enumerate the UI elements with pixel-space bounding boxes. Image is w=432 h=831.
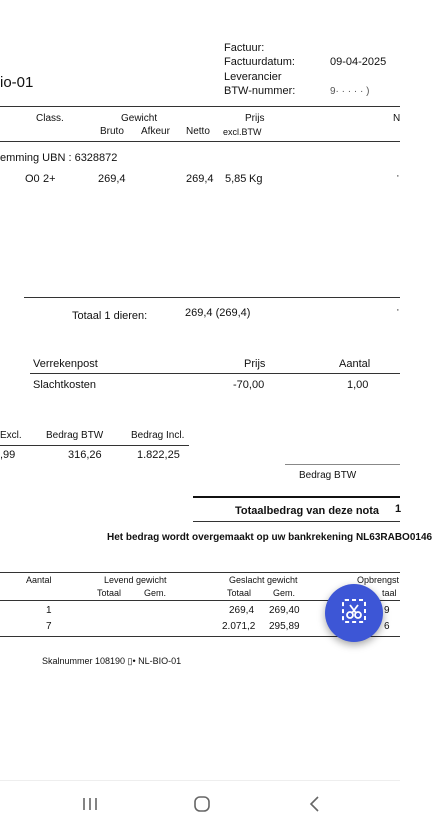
summary-row-aantal: 1 bbox=[46, 605, 52, 616]
summary-row-gem: 269,40 bbox=[269, 605, 300, 616]
verrekenpost-row-name: Slachtkosten bbox=[33, 379, 96, 391]
item-bruto: 269,4 bbox=[98, 173, 126, 185]
scissors-screenshot-icon bbox=[340, 597, 368, 630]
item-unit: Kg bbox=[249, 173, 263, 185]
item-netto: 269,4 bbox=[186, 173, 214, 185]
summary-btw-label: Bedrag BTW bbox=[299, 470, 357, 481]
verrekenpost-row-aantal: 1,00 bbox=[347, 379, 369, 391]
btw-bedrag-header: Bedrag BTW bbox=[46, 430, 104, 441]
col-class: Class. bbox=[36, 113, 64, 124]
col-no: N bbox=[393, 113, 401, 124]
btw-excl-value: ,99 bbox=[0, 449, 16, 461]
item-prijs: 5,85 bbox=[225, 173, 247, 185]
summary-aantal-header: Aantal bbox=[26, 575, 52, 585]
summary-row-gem: 295,89 bbox=[269, 621, 300, 632]
verrekenpost-aantal-header: Aantal bbox=[339, 358, 371, 370]
item-edge: · bbox=[396, 170, 400, 182]
screenshot-crop-button[interactable] bbox=[325, 584, 383, 642]
summary-levend-header: Levend gewicht bbox=[104, 575, 167, 585]
verrekenpost-prijs-header: Prijs bbox=[244, 358, 266, 370]
header-divider bbox=[0, 106, 400, 107]
col-afkeur: Afkeur bbox=[141, 126, 170, 137]
item-grade: 2+ bbox=[43, 173, 56, 185]
system-navigation-bar bbox=[0, 780, 400, 831]
summary-levend-gem: Gem. bbox=[144, 588, 167, 598]
summary-table-top-line bbox=[0, 572, 400, 573]
back-button[interactable] bbox=[295, 791, 335, 821]
totaal-underline bbox=[193, 521, 400, 522]
summary-row-opbrengst: 9 bbox=[384, 605, 390, 616]
summary-opbrengst-header: Opbrengst bbox=[357, 575, 400, 585]
document-title: io-01 bbox=[0, 74, 34, 91]
table-header-divider bbox=[0, 141, 400, 142]
factuurdatum-value: 09-04-2025 bbox=[330, 56, 387, 68]
btw-incl-value: 1.822,25 bbox=[137, 449, 180, 461]
btw-excl-header: Excl. bbox=[0, 430, 22, 441]
summary-row-aantal: 7 bbox=[46, 621, 52, 632]
home-icon bbox=[192, 794, 212, 819]
summary-row-totaal: 2.071,2 bbox=[222, 621, 256, 632]
col-netto: Netto bbox=[186, 126, 210, 137]
summary-levend-totaal: Totaal bbox=[97, 588, 122, 598]
payment-note: Het bedrag wordt overgemaakt op uw bankrekening NL63RABO0146 bbox=[107, 532, 432, 543]
summary-geslacht-header: Geslacht gewicht bbox=[229, 575, 298, 585]
verrekenpost-row-prijs: -70,00 bbox=[233, 379, 265, 391]
factuur-label: Factuur: bbox=[224, 42, 265, 54]
col-excl-btw: excl.BTW bbox=[223, 127, 262, 137]
totaalbedrag-label: Totaalbedrag van deze nota bbox=[235, 505, 380, 517]
totaal-label: Totaal 1 dieren: bbox=[72, 310, 148, 322]
btw-bedrag-value: 316,26 bbox=[68, 449, 102, 461]
back-icon bbox=[307, 795, 323, 818]
summary-row-opbrengst: 6 bbox=[384, 621, 390, 632]
btw-incl-header: Bedrag Incl. bbox=[131, 430, 185, 441]
totaal-edge: · bbox=[396, 304, 400, 316]
verrekenpost-header: Verrekenpost bbox=[33, 358, 98, 370]
summary-geslacht-gem: Gem. bbox=[273, 588, 296, 598]
verrekenpost-divider bbox=[30, 373, 400, 374]
col-gewicht: Gewicht bbox=[121, 113, 158, 124]
skalnummer: Skalnummer 108190 ▯• NL-BIO-01 bbox=[42, 656, 182, 666]
item-class: O0 bbox=[25, 173, 40, 185]
totaalbedrag-edge: 1 bbox=[395, 503, 402, 515]
summary-row-totaal: 269,4 bbox=[229, 605, 255, 616]
summary-opbrengst-totaal: taal bbox=[382, 588, 397, 598]
btw-number-value: 9· · · · · ) bbox=[330, 86, 370, 97]
leverancier-label: Leverancier bbox=[224, 71, 282, 83]
home-button[interactable] bbox=[182, 791, 222, 821]
stemming-ubn: emming UBN : 6328872 bbox=[0, 152, 118, 164]
summary-geslacht-totaal: Totaal bbox=[227, 588, 252, 598]
recent-apps-icon bbox=[80, 796, 100, 817]
btw-number-label: BTW-nummer: bbox=[224, 85, 296, 97]
factuurdatum-label: Factuurdatum: bbox=[224, 56, 295, 68]
col-prijs: Prijs bbox=[245, 113, 265, 124]
col-bruto: Bruto bbox=[100, 126, 124, 137]
totaal-value: 269,4 (269,4) bbox=[185, 307, 251, 319]
total-divider bbox=[24, 297, 400, 298]
summary-btw-divider bbox=[285, 464, 400, 465]
btw-table-divider bbox=[0, 445, 189, 446]
totaal-divider-thick bbox=[193, 496, 400, 498]
recent-apps-button[interactable] bbox=[70, 791, 110, 821]
